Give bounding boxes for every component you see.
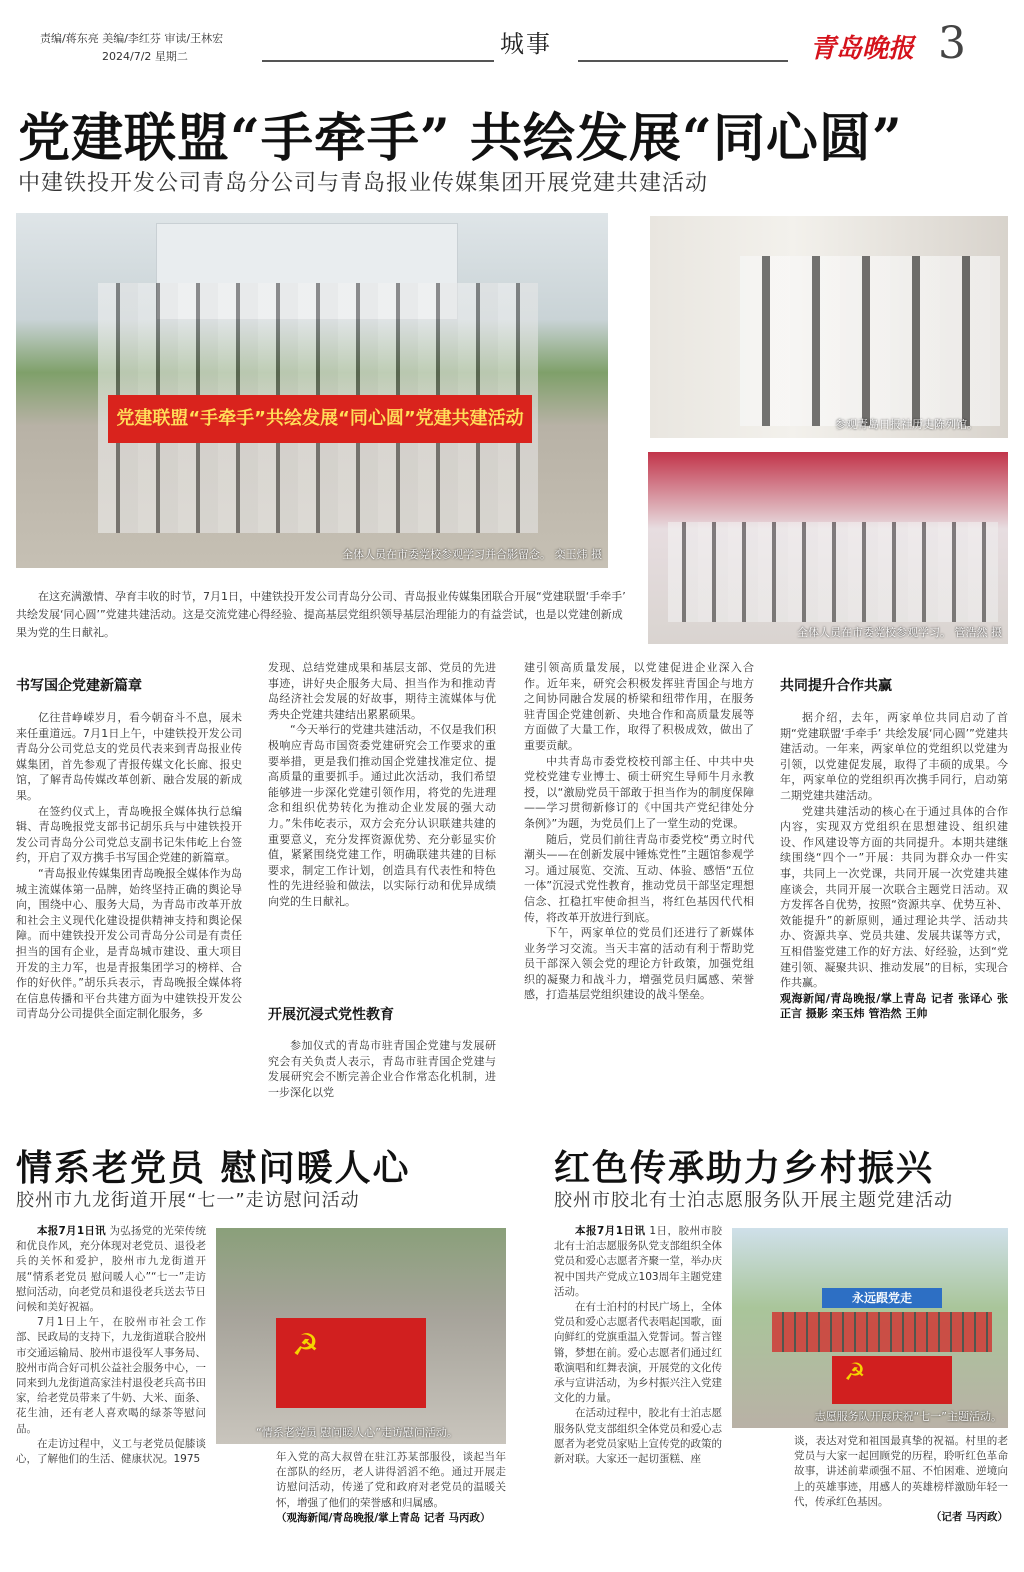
- paragraph-text: 为弘扬党的光荣传统和优良作风，充分体现对老党员、退役老兵的关怀和爱护，胶州市九龙街道开展“情系老党员 慰问暖人心”“七一”走访慰问活动，向老党员和退役老兵送去节日问候和美好祝福。: [16, 1225, 206, 1314]
- col1-heading: 书写国企党建新篇章: [16, 678, 142, 694]
- party-school-photo: [648, 452, 1008, 644]
- paragraph: 据介绍，去年，两家单位共同启动了首期“党建联盟‘手牵手’ 共绘发展‘同心圆’”党建共建活动。一年来，两家单位的党组织以党建为引领，以党建促发展，取得了丰硕的成果。今年，两家单位的党组织再次携手同行，启动第二期党建共建活动。: [780, 711, 1008, 802]
- event-banner: 党建联盟“手牵手”共绘发展“同心圆”党建共建活动: [108, 395, 532, 443]
- paragraph: [16, 1224, 206, 1315]
- paragraph: “今天举行的党建共建活动，不仅是我们积极响应青岛市国资委党建研究会工作要求的重要举措，更是我们推动国企党建找准定位、提高质量的重要抓手。通过此次活动，我们希望能够进一步深化党建引领作用，将党的先进理念和组织优势转化为推动企业发展的强大动力。”朱伟屹表示，双方会充分认识联建共建的重要意义，充分发挥资源优势、充分彰显实价值，紧紧围绕党建工作，明确联建共建的目标要求，制定工作计划，创造具有代表性和特色性的先进经验和做法，以实际行动和优异成绩向党的生日献礼。: [268, 723, 496, 908]
- story2-headline: 情系老党员 慰问暖人心: [16, 1148, 411, 1189]
- paragraph-text: 1日，胶州市胶北有士泊志愿服务队党支部组织全体党员和爱心志愿者齐聚一堂，举办庆祝中国共产党成立103周年主题党建活动。: [554, 1225, 722, 1298]
- header-rule-right: [578, 60, 788, 62]
- byline: （观海新闻/青岛晚报/掌上青岛 记者 马丙政）: [276, 1511, 491, 1524]
- editors-line: 责编/蒋东亮 美编/李红芬 审读/王林宏: [40, 32, 224, 45]
- col4-body: [780, 710, 1008, 1022]
- section-title: 城事: [500, 30, 552, 58]
- main-intro: 在这充满激情、孕育丰收的时节，7月1日，中建铁投开发公司青岛分公司、青岛报业传媒集团联合开展“党建联盟‘手牵手’ 共绘发展‘同心圆’”党建共建活动。这是交流党建心得经验、提高基层党组织领导基层治理能力的有益尝试，也是以党建创新成果为党的生日献礼。: [16, 590, 626, 639]
- photo-banner: 永远跟党走: [822, 1288, 942, 1308]
- paragraph: 年入党的高大叔曾在驻江苏某部服役，谈起当年在部队的经历，老人讲得滔滔不绝。通过开展走访慰问活动，传递了党和政府对老党员的温暖关怀，增强了他们的荣誉感和归属感。: [276, 1451, 506, 1509]
- col3-body: [524, 660, 754, 1003]
- story2-photo-caption: “情系老党员 慰问暖人心”走访慰问活动。: [256, 1426, 458, 1439]
- paragraph: 党建共建活动的核心在于通过具体的合作内容，实现双方党组织在思想建设、组织建设、作风建设等方面的共同提升。本期共建继续围绕“四个一”开展：共同为群众办一件实事，共同上一次党课，共同开展一次党建共建座谈会，共同开展一次联合主题党日活动。双方发挥各自优势，按照“资源共享、优势互补、效能提升”的新原则，通过理论共学、活动共办、资源共享、党员共建、发展共谋等方式，互相借鉴党建工作的好方法、好经验，达到“党建引领、凝聚共识、推动发展”的目标，实现合作共赢。: [780, 804, 1008, 990]
- story3-photo: [732, 1228, 1008, 1428]
- paragraph: 在签约仪式上，青岛晚报全媒体执行总编辑、青岛晚报党支部书记胡乐兵与中建铁投开发公司青岛分公司党总支副书记朱伟屹上台签约，开启了双方携手书写国企党建的新篇章。: [16, 804, 242, 865]
- group-photo: [16, 213, 608, 568]
- paragraph: 亿往昔峥嵘岁月，看今朝奋斗不息，展未来任重道远。7月1日上午，中建铁投开发公司青岛分公司党总支的党员代表来到青岛报业传媒集团，首先参观了青报传媒文化长廊、报史馆，了解青岛传媒改革创新、融合发展的新成果。: [16, 711, 242, 802]
- paragraph: 随后，党员们前往青岛市委党校“勇立时代潮头——在创新发展中锤炼党性”主题馆参观学习。通过展览、交流、互动、体验、感悟“五位一体”沉浸式党性教育，推动党员干部坚定理想信念、扛稳扛牢使命担当，将红色基因代代相传，将改革开放进行到底。: [524, 832, 754, 924]
- paragraph: [554, 1224, 722, 1300]
- paragraph: 谈，表达对党和祖国最真挚的祝福。村里的老党员与大家一起回顾党的历程，聆听红色革命故事，讲述前辈顽强不屈、不怕困难、逆境向上的英雄事迹，用感人的英雄榜样激励年轻一代，传承红色基因。: [794, 1435, 1008, 1508]
- hammer-sickle-icon: ☭: [844, 1358, 866, 1386]
- newspaper-brand: 青岛晚报: [810, 34, 915, 64]
- volunteers-row: [772, 1312, 992, 1352]
- paragraph: 中共青岛市委党校校刊部主任、中共中央党校党建专业博士、硕士研究生导师牛月永教授，以“激励党员干部敢于担当作为的制度保障——学习贯彻新修订的《中国共产党纪律处分条例》”为题，为党员们上了一堂生动的党课。: [524, 754, 754, 830]
- header-rule-left: [262, 60, 494, 62]
- exhibition-photo: [650, 216, 1008, 438]
- col1-body: [16, 710, 242, 1022]
- col4-heading: 共同提升合作共赢: [780, 678, 892, 694]
- story3-photo-caption: 志愿服务队开展庆祝“七一”主题活动。: [814, 1410, 1002, 1423]
- dateline: 本报7月1日讯: [37, 1225, 106, 1237]
- paragraph: 7月1日上午，在胶州市社会工作部、民政局的支持下，九龙街道联合胶州市交通运输局、胶州市退役军人事务局、胶州市尚合好司机公益社会服务中心，一同来到九龙街道高家洼村退役老兵高书田家，给老党员带来了牛奶、大米、面条、花生油，还有老人喜欢喝的绿茶等慰问品。: [16, 1316, 206, 1435]
- visitors-row: [668, 522, 998, 622]
- col2-body: [268, 660, 496, 910]
- paragraph: 在走访过程中，义工与老党员促膝谈心，了解他们的生活、健康状况。1975: [16, 1437, 206, 1466]
- photo1-caption: 全体人员在市委党校参观学习并合影留念。 栾玉炜 摄: [342, 548, 602, 561]
- paragraph: 在活动过程中，胶北有士泊志愿服务队党支部组织全体党员和爱心志愿者为老党员家贴上宣传党的政策的新对联。大家还一起切蛋糕、座: [554, 1407, 722, 1466]
- paragraph: 在有士泊村的村民广场上，全体党员和爱心志愿者代表唱起国歌，面向鲜红的党旗重温入党誓词。誓言铿锵，梦想在前。爱心志愿者们通过红歌演唱和红舞表演，开展党的文化传承与宣讲活动，为乡村振兴注入党建文化的力量。: [554, 1301, 722, 1405]
- hammer-sickle-icon: ☭: [292, 1328, 319, 1363]
- story3-col-a: [554, 1224, 722, 1467]
- story3-headline: 红色传承助力乡村振兴: [554, 1148, 935, 1189]
- story2-subheadline: 胶州市九龙街道开展“七一”走访慰问活动: [16, 1190, 360, 1211]
- main-headline: 党建联盟“手牵手” 共绘发展“同心圆”: [18, 108, 903, 169]
- main-subheadline: 中建铁投开发公司青岛分公司与青岛报业传媒集团开展党建共建活动: [18, 171, 709, 196]
- photo2-caption: 参观青岛日报社历史陈列馆。: [835, 418, 978, 431]
- paragraph: 发现、总结党建成果和基层支部、党员的先进事迹，讲好央企服务大局、担当作为和推动青岛经济社会发展的好故事，期待主流媒体与优秀央企党建共建结出累累硕果。: [268, 661, 496, 721]
- people-row: [740, 256, 1000, 426]
- paragraph: 参加仪式的青岛市驻青国企党建与发展研究会有关负责人表示，青岛市驻青国企党建与发展研究会不断完善企业合作常态化机制，进一步深化以党: [268, 1039, 496, 1099]
- date-line: 2024/7/2 星期二: [102, 50, 188, 63]
- col2b-body: [268, 1038, 496, 1100]
- story3-subheadline: 胶州市胶北有士泊志愿服务队开展主题党建活动: [554, 1190, 953, 1211]
- story2-col-b: [276, 1450, 506, 1526]
- byline: 观海新闻/青岛晚报/掌上青岛 记者 张译心 张正言 摄影 栾玉炜 管浩然 王帅: [780, 991, 1008, 1021]
- page-number: 3: [938, 18, 966, 69]
- paragraph: 下午，两家单位的党员们还进行了新媒体业务学习交流。当天丰富的活动有利于帮助党员干部深入领会党的理论方针政策，加强党组织的凝聚力和战斗力，增强党员归属感、荣誉感，打造基层党组织建设的战斗堡垒。: [524, 926, 754, 1002]
- dateline: 本报7月1日讯: [575, 1225, 646, 1237]
- paragraph: “青岛报业传媒集团青岛晚报全媒体作为岛城主流媒体第一品牌，始终坚持正确的舆论导向，围绕中心、服务大局，为青岛市改革开放和社会主义现代化建设提供精神支持和舆论保障。而中建铁投开发公司青岛分公司是有责任担当的国有企业，是青岛城市建设、重大项目开发的主力军，也是青报集团学习的榜样、合作的好伙伴。”胡乐兵表示，青岛晚报全媒体将在信息传播和平台共建方面为中建铁投开发公司青岛分公司提供全面定制化服务，多: [16, 866, 242, 1021]
- editor-credits: [40, 30, 223, 66]
- col2-heading: 开展沉浸式党性教育: [268, 1007, 394, 1023]
- story3-col-b: [794, 1434, 1008, 1525]
- photo3-caption: 全体人员在市委党校参观学习。 管浩然 摄: [797, 626, 1002, 639]
- story2-col-a: [16, 1224, 206, 1467]
- paragraph: 建引领高质量发展，以党建促进企业深入合作。近年来，研究会积极发挥驻青国企与地方之间协同融合发展的桥梁和纽带作用，在服务驻青国企党建创新、央地合作和高质量发展等方面做了大量工作，取得了积极成效，做出了重要贡献。: [524, 661, 754, 752]
- byline: （记者 马丙政）: [930, 1511, 1008, 1524]
- story2-photo: [216, 1228, 506, 1444]
